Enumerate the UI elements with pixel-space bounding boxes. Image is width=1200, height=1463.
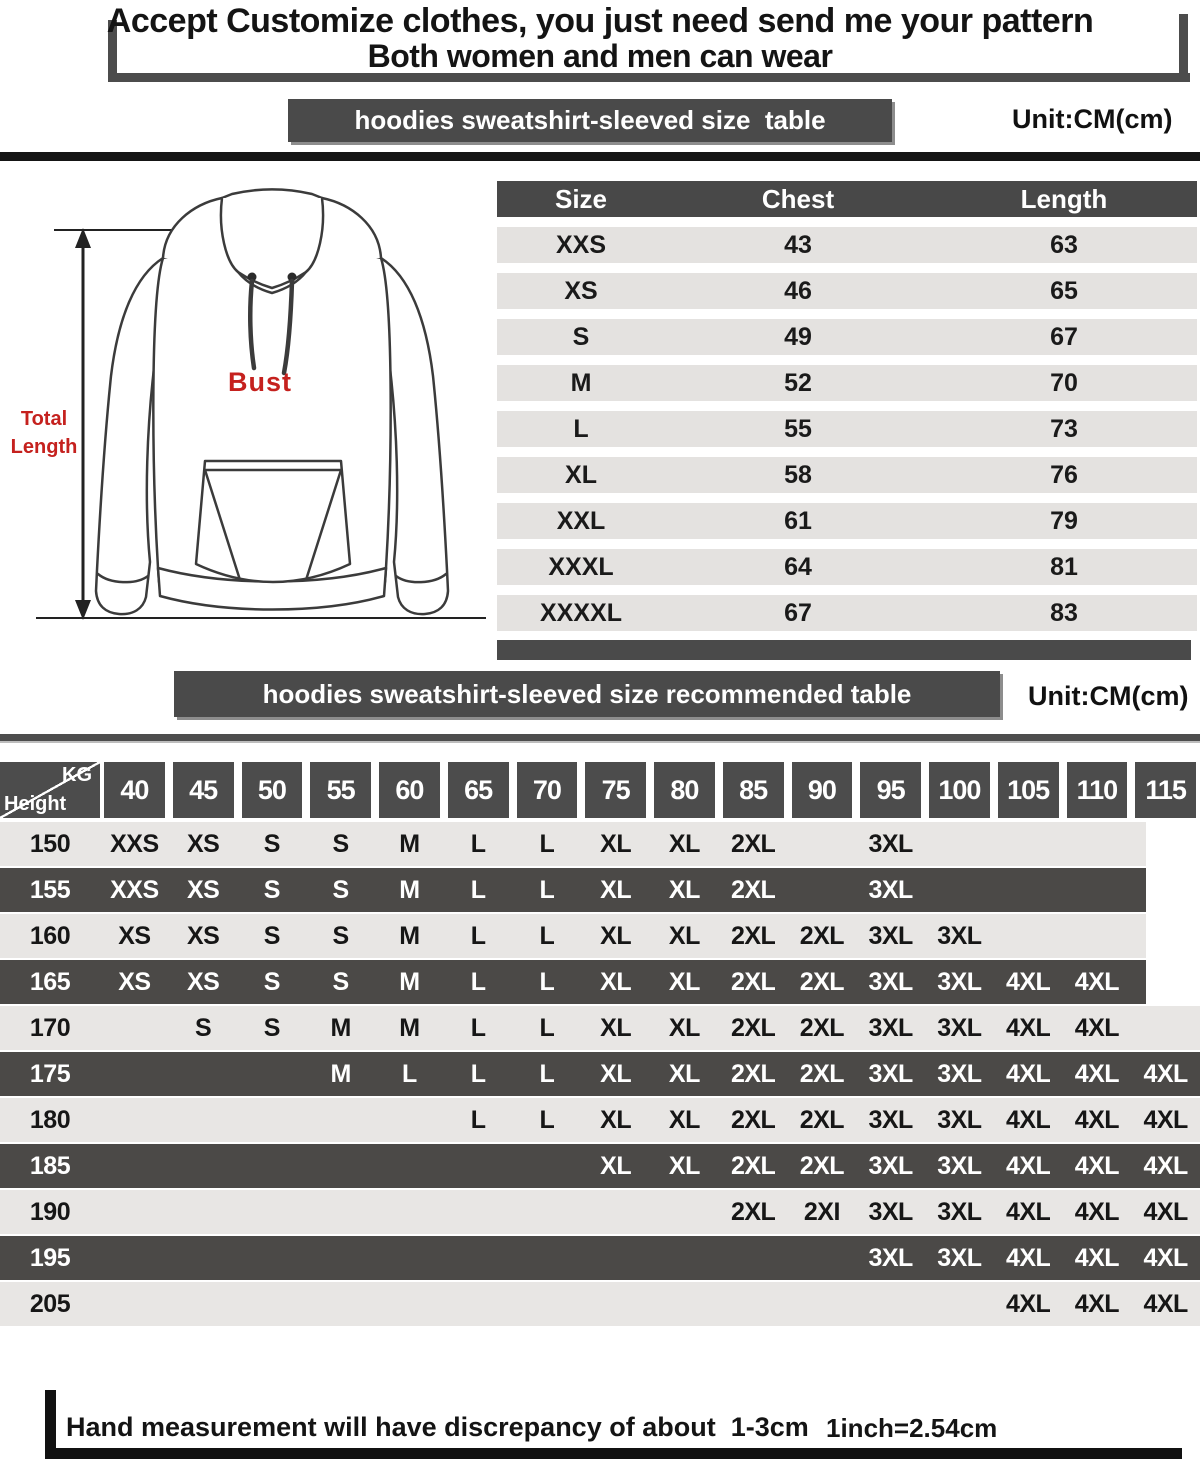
- table-row: [497, 457, 1197, 493]
- size-value-cell: [100, 1282, 169, 1326]
- size-value-cell: 2XL: [730, 1059, 776, 1088]
- height-cell: 195: [29, 1243, 71, 1272]
- size-value-cell: 4XL: [1005, 967, 1051, 996]
- size-value-cell: 3XL: [868, 1197, 913, 1226]
- size-table-banner-label: hoodies sweatshirt-sleeved size table: [354, 105, 826, 135]
- weight-header-cell: 105: [998, 762, 1059, 818]
- size-value-cell: 3XL: [868, 1243, 913, 1272]
- size-value-cell: [100, 1144, 169, 1188]
- section-divider-1: [0, 152, 1200, 161]
- size-value-cell: [444, 1282, 513, 1326]
- chest-cell: 67: [784, 598, 812, 627]
- size-value-cell: S: [332, 875, 349, 904]
- size-value-cell: [1131, 1006, 1200, 1050]
- size-value-cell: [306, 1190, 375, 1234]
- size-cell: S: [572, 322, 590, 351]
- size-table: [497, 181, 1197, 660]
- weight-header-cell: 75: [585, 762, 646, 818]
- size-value-cell: L: [470, 1013, 486, 1042]
- size-value-cell: M: [399, 967, 420, 996]
- size-value-cell: 3XL: [868, 967, 913, 996]
- size-value-cell: S: [263, 1013, 280, 1042]
- size-value-cell: [581, 1236, 650, 1280]
- size-value-cell: 2XL: [730, 921, 776, 950]
- column-header-length: Length: [1020, 183, 1108, 214]
- size-value-cell: 4XL: [1005, 1243, 1051, 1272]
- size-value-cell: [1131, 960, 1200, 1004]
- size-value-cell: 2XL: [799, 921, 845, 950]
- size-value-cell: XL: [600, 921, 632, 950]
- length-cell: 67: [1050, 322, 1078, 351]
- table-row: [497, 227, 1197, 263]
- recommend-table-banner-label: hoodies sweatshirt-sleeved size recommended table: [262, 678, 912, 709]
- total-length-label: Total Length: [10, 408, 78, 458]
- size-value-cell: [375, 1144, 444, 1188]
- size-value-cell: XS: [186, 875, 220, 904]
- kg-height-corner-cell: [0, 762, 100, 818]
- size-value-cell: S: [263, 875, 280, 904]
- size-value-cell: [169, 1098, 238, 1142]
- height-cell: 165: [29, 967, 71, 996]
- size-value-cell: L: [470, 967, 486, 996]
- size-value-cell: [1063, 822, 1132, 866]
- size-value-cell: 3XL: [937, 1197, 982, 1226]
- size-value-cell: [306, 1144, 375, 1188]
- size-value-cell: [169, 1190, 238, 1234]
- size-value-cell: [856, 1282, 925, 1326]
- size-value-cell: [444, 1190, 513, 1234]
- size-value-cell: XL: [668, 921, 700, 950]
- weight-header-cell: 95: [860, 762, 921, 818]
- table-row: [0, 1190, 1200, 1236]
- size-value-cell: L: [539, 1059, 555, 1088]
- size-value-cell: S: [195, 1013, 212, 1042]
- size-value-cell: XS: [186, 921, 220, 950]
- weight-header-cell: 55: [310, 762, 371, 818]
- size-value-cell: 3XL: [937, 1151, 982, 1180]
- size-value-cell: 4XL: [1005, 1151, 1051, 1180]
- table-row: [497, 503, 1197, 539]
- size-value-cell: M: [330, 1013, 351, 1042]
- size-value-cell: 4XL: [1143, 1243, 1188, 1272]
- size-value-cell: S: [332, 967, 349, 996]
- size-value-cell: XL: [668, 1105, 700, 1134]
- size-value-cell: 4XL: [1074, 1151, 1120, 1180]
- size-value-cell: 4XL: [1005, 1289, 1051, 1318]
- footer-border-bottom: [45, 1448, 1182, 1459]
- size-value-cell: [100, 1190, 169, 1234]
- size-value-cell: L: [539, 1105, 555, 1134]
- size-value-cell: 2XI: [803, 1197, 840, 1226]
- weight-header-cell: 100: [929, 762, 990, 818]
- size-value-cell: L: [470, 1105, 486, 1134]
- size-value-cell: XL: [600, 1059, 632, 1088]
- size-value-cell: S: [332, 921, 349, 950]
- size-value-cell: [925, 868, 994, 912]
- size-value-cell: [169, 1144, 238, 1188]
- unit-label-1: Unit:CM(cm): [1012, 104, 1173, 134]
- height-cell: 175: [29, 1059, 71, 1088]
- size-value-cell: XL: [668, 967, 700, 996]
- height-cell: 170: [29, 1013, 71, 1042]
- size-value-cell: [238, 1190, 307, 1234]
- size-table-banner: [288, 99, 892, 142]
- size-value-cell: [444, 1236, 513, 1280]
- size-cell: L: [573, 414, 589, 443]
- size-value-cell: L: [539, 1013, 555, 1042]
- size-value-cell: 4XL: [1074, 1013, 1120, 1042]
- size-value-cell: XL: [600, 875, 632, 904]
- header-title-line2: Both women and men can wear: [367, 38, 833, 74]
- size-value-cell: XL: [668, 875, 700, 904]
- weight-header-cell: 110: [1067, 762, 1128, 818]
- size-cell: XS: [564, 276, 598, 305]
- size-value-cell: 2XL: [799, 1059, 845, 1088]
- size-value-cell: 4XL: [1143, 1197, 1188, 1226]
- size-value-cell: 2XL: [730, 1013, 776, 1042]
- size-value-cell: [788, 822, 857, 866]
- bust-label: Bust: [228, 367, 292, 397]
- size-value-cell: [513, 1282, 582, 1326]
- size-value-cell: [100, 1236, 169, 1280]
- recommend-table-banner: [174, 671, 1000, 717]
- recommend-table-body: [0, 822, 1200, 1328]
- table-row: [0, 868, 1200, 914]
- size-value-cell: 4XL: [1143, 1105, 1188, 1134]
- size-value-cell: 3XL: [868, 875, 913, 904]
- chest-cell: 55: [784, 414, 812, 443]
- size-value-cell: 3XL: [868, 1105, 913, 1134]
- height-cell: 155: [29, 875, 71, 904]
- size-value-cell: [925, 1282, 994, 1326]
- size-value-cell: L: [539, 875, 555, 904]
- size-value-cell: 2XL: [730, 967, 776, 996]
- weight-header-cell: 85: [723, 762, 784, 818]
- size-value-cell: [444, 1144, 513, 1188]
- length-cell: 73: [1050, 414, 1078, 443]
- height-cell: 190: [29, 1197, 71, 1226]
- size-cell: XXXXL: [540, 598, 622, 627]
- chest-cell: 49: [784, 322, 812, 351]
- table-row: [497, 595, 1197, 631]
- size-value-cell: XS: [118, 967, 151, 996]
- size-value-cell: 4XL: [1074, 1197, 1120, 1226]
- weight-header-cell: 45: [173, 762, 234, 818]
- height-cell: 185: [29, 1151, 71, 1180]
- size-value-cell: 3XL: [937, 967, 982, 996]
- size-value-cell: S: [263, 921, 280, 950]
- length-cell: 63: [1050, 230, 1078, 259]
- size-value-cell: [238, 1144, 307, 1188]
- size-value-cell: 4XL: [1005, 1059, 1051, 1088]
- size-value-cell: 3XL: [937, 1243, 982, 1272]
- length-cell: 76: [1050, 460, 1078, 489]
- size-value-cell: M: [399, 829, 420, 858]
- size-value-cell: [375, 1098, 444, 1142]
- size-value-cell: 4XL: [1143, 1151, 1188, 1180]
- size-value-cell: M: [399, 1013, 420, 1042]
- size-value-cell: [100, 1098, 169, 1142]
- size-value-cell: 3XL: [937, 1105, 982, 1134]
- hoodie-diagram: [0, 170, 490, 642]
- header-title-line1: Accept Customize clothes, you just need send me your pattern: [106, 2, 1094, 40]
- chest-cell: 64: [784, 552, 812, 581]
- height-cell: 205: [29, 1289, 71, 1318]
- size-value-cell: [994, 914, 1063, 958]
- size-value-cell: 2XL: [730, 829, 776, 858]
- chest-cell: 58: [784, 460, 812, 489]
- size-value-cell: 2XL: [730, 1105, 776, 1134]
- size-value-cell: [788, 1236, 857, 1280]
- size-value-cell: 2XL: [730, 875, 776, 904]
- size-value-cell: L: [539, 829, 555, 858]
- table-row: [0, 1144, 1200, 1190]
- size-cell: XXS: [555, 230, 607, 259]
- length-cell: 65: [1050, 276, 1078, 305]
- size-value-cell: [994, 822, 1063, 866]
- table-row: [497, 365, 1197, 401]
- size-value-cell: 4XL: [1005, 1197, 1051, 1226]
- table-row: [0, 960, 1200, 1006]
- size-value-cell: 3XL: [937, 1013, 982, 1042]
- size-value-cell: XS: [186, 967, 220, 996]
- size-value-cell: XXS: [110, 829, 159, 858]
- size-value-cell: [581, 1190, 650, 1234]
- weight-header-cell: 115: [1135, 762, 1196, 818]
- size-value-cell: 4XL: [1074, 1059, 1120, 1088]
- recommend-table: [0, 762, 1200, 1328]
- table-row: [497, 411, 1197, 447]
- size-value-cell: 2XL: [799, 1105, 845, 1134]
- size-value-cell: L: [401, 1059, 417, 1088]
- size-value-cell: 2XL: [730, 1151, 776, 1180]
- size-value-cell: [375, 1236, 444, 1280]
- size-value-cell: 4XL: [1005, 1105, 1051, 1134]
- weight-header-cell: 90: [792, 762, 853, 818]
- length-cell: 83: [1050, 598, 1078, 627]
- size-value-cell: XL: [600, 1013, 632, 1042]
- size-value-cell: [306, 1098, 375, 1142]
- size-value-cell: [238, 1052, 307, 1096]
- size-value-cell: [513, 1190, 582, 1234]
- weight-header-cell: 60: [379, 762, 440, 818]
- chest-cell: 43: [784, 230, 812, 259]
- size-value-cell: XL: [600, 967, 632, 996]
- size-value-cell: 4XL: [1005, 1013, 1051, 1042]
- size-value-cell: XL: [668, 1151, 700, 1180]
- size-value-cell: [238, 1236, 307, 1280]
- weight-header-cell: 65: [448, 762, 509, 818]
- size-value-cell: 4XL: [1074, 1289, 1120, 1318]
- column-header-size: Size: [554, 183, 608, 214]
- size-value-cell: [306, 1236, 375, 1280]
- size-value-cell: [650, 1190, 719, 1234]
- size-value-cell: XL: [600, 1151, 632, 1180]
- size-value-cell: [169, 1282, 238, 1326]
- size-value-cell: 3XL: [868, 829, 913, 858]
- size-value-cell: [375, 1190, 444, 1234]
- size-value-cell: [375, 1282, 444, 1326]
- size-value-cell: [1131, 822, 1200, 866]
- size-table-body: [497, 227, 1197, 631]
- length-cell: 79: [1050, 506, 1078, 535]
- size-value-cell: [1131, 868, 1200, 912]
- size-value-cell: 3XL: [868, 1013, 913, 1042]
- size-value-cell: [100, 1052, 169, 1096]
- size-value-cell: [513, 1236, 582, 1280]
- table-row: [0, 1236, 1200, 1282]
- size-value-cell: [788, 868, 857, 912]
- size-value-cell: XL: [668, 1059, 700, 1088]
- height-cell: 160: [29, 921, 71, 950]
- size-value-cell: L: [470, 1059, 486, 1088]
- size-value-cell: L: [470, 875, 486, 904]
- chest-cell: 52: [784, 368, 812, 397]
- chest-cell: 46: [784, 276, 812, 305]
- size-cell: XL: [565, 460, 597, 489]
- size-value-cell: 3XL: [868, 1151, 913, 1180]
- table-row: [0, 1052, 1200, 1098]
- height-cell: 180: [29, 1105, 71, 1134]
- size-value-cell: L: [539, 921, 555, 950]
- size-value-cell: XL: [668, 829, 700, 858]
- table-row: [0, 914, 1200, 960]
- size-cell: M: [570, 368, 592, 397]
- size-value-cell: 2XL: [730, 1197, 776, 1226]
- size-value-cell: M: [330, 1059, 351, 1088]
- size-value-cell: 4XL: [1074, 1105, 1120, 1134]
- size-value-cell: 3XL: [868, 921, 913, 950]
- size-value-cell: 4XL: [1074, 967, 1120, 996]
- size-value-cell: [581, 1282, 650, 1326]
- size-value-cell: XXS: [110, 875, 159, 904]
- size-value-cell: S: [332, 829, 349, 858]
- size-table-header-row: [497, 181, 1197, 217]
- size-value-cell: 4XL: [1143, 1289, 1188, 1318]
- size-value-cell: M: [399, 921, 420, 950]
- length-cell: 70: [1050, 368, 1078, 397]
- section-divider-2: [0, 734, 1200, 743]
- size-value-cell: [238, 1282, 307, 1326]
- table-row: [0, 822, 1200, 868]
- size-value-cell: 3XL: [937, 921, 982, 950]
- kg-label: KG: [62, 764, 92, 786]
- size-value-cell: XS: [186, 829, 220, 858]
- table-row: [0, 1098, 1200, 1144]
- size-value-cell: [169, 1052, 238, 1096]
- size-value-cell: [1131, 914, 1200, 958]
- height-cell: 150: [29, 829, 71, 858]
- size-value-cell: [925, 822, 994, 866]
- size-value-cell: L: [539, 967, 555, 996]
- size-value-cell: XS: [118, 921, 151, 950]
- table-row: [497, 319, 1197, 355]
- size-value-cell: [994, 868, 1063, 912]
- size-value-cell: XL: [600, 1105, 632, 1134]
- height-label: Height: [4, 793, 67, 815]
- table-row: [497, 549, 1197, 585]
- size-value-cell: [650, 1282, 719, 1326]
- table-row: [0, 1282, 1200, 1328]
- size-value-cell: L: [470, 829, 486, 858]
- size-value-cell: XL: [668, 1013, 700, 1042]
- footer-border-left: [45, 1390, 56, 1450]
- size-value-cell: 4XL: [1074, 1243, 1120, 1272]
- size-value-cell: M: [399, 875, 420, 904]
- size-value-cell: [719, 1282, 788, 1326]
- size-value-cell: [1063, 914, 1132, 958]
- size-value-cell: 3XL: [868, 1059, 913, 1088]
- size-value-cell: [1063, 868, 1132, 912]
- unit-label-2: Unit:CM(cm): [1028, 681, 1189, 711]
- size-value-cell: L: [470, 921, 486, 950]
- size-value-cell: [513, 1144, 582, 1188]
- length-cell: 81: [1050, 552, 1078, 581]
- size-value-cell: S: [263, 967, 280, 996]
- size-value-cell: 2XL: [799, 967, 845, 996]
- recommend-table-header-row: [0, 762, 1200, 818]
- inch-conversion: 1inch=2.54cm: [826, 1413, 998, 1443]
- size-value-cell: XL: [600, 829, 632, 858]
- weight-header-cell: 50: [242, 762, 303, 818]
- size-value-cell: [788, 1282, 857, 1326]
- size-table-footer-bar: [497, 640, 1191, 660]
- measurement-note: Hand measurement will have discrepancy of about 1-3cm: [66, 1412, 809, 1442]
- size-value-cell: 2XL: [799, 1151, 845, 1180]
- size-value-cell: [238, 1098, 307, 1142]
- column-header-chest: Chest: [761, 183, 835, 214]
- size-value-cell: [719, 1236, 788, 1280]
- size-value-cell: S: [263, 829, 280, 858]
- size-value-cell: [650, 1236, 719, 1280]
- size-value-cell: 3XL: [937, 1059, 982, 1088]
- chest-cell: 61: [784, 506, 812, 535]
- size-cell: XXXL: [548, 552, 614, 581]
- weight-header-cell: 40: [104, 762, 165, 818]
- table-row: [0, 1006, 1200, 1052]
- size-value-cell: 4XL: [1143, 1059, 1188, 1088]
- size-cell: XXL: [556, 506, 606, 535]
- table-row: [497, 273, 1197, 309]
- size-value-cell: 2XL: [799, 1013, 845, 1042]
- weight-header-cell: 70: [517, 762, 578, 818]
- size-value-cell: [169, 1236, 238, 1280]
- weight-header-cell: 80: [654, 762, 715, 818]
- size-value-cell: [100, 1006, 169, 1050]
- size-value-cell: [306, 1282, 375, 1326]
